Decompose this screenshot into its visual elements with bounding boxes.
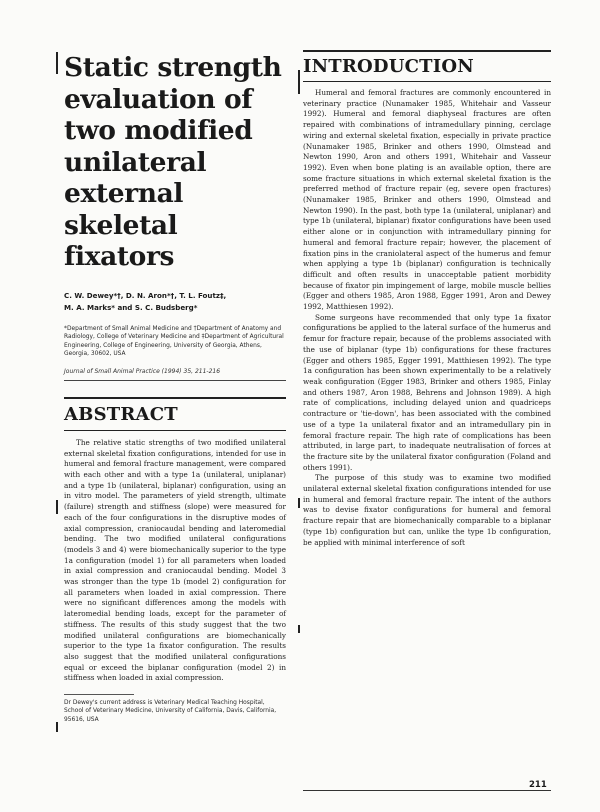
margin-mark: [56, 52, 58, 74]
introduction-heading: INTRODUCTION: [303, 56, 474, 77]
author-line: M. A. Marks* and S. C. Budsberg*: [64, 303, 198, 312]
left-column: [64, 50, 286, 724]
paragraph: Humeral and femoral fractures are commonly encountered in veterinary practice (Nunamaker 1985, Whitehair and Vasseur 1992). Humeral and femoral diaphyseal fractures are often repaired with combinations of intramedullary pinning, cerclage wiring and external skeletal fixation, especially in private practice (Nunamaker 1985, Brinker and others 1990, Olmstead and Newton 1990, Aron and others 1991, Whitehair and Vasseur 1992). Even when bone plating is an available option, there are some fracture situations in which external skeletal fixation is the preferred method of fracture repair (eg, severe open fractures) (Nunamaker 1985, Brinker and others 1990, Olmstead and Newton 1990). In the past, both type 1a (unilateral, uniplanar) and type 1b (unilateral, biplanar) fixator configurations have been used either alone or in conjunction with intramedullary pinning for humeral and femoral fracture repair; however, the placement of fixation pins in the craniolateral aspect of the humerus and femur when applying a type 1b (biplanar) configuration is technically difficult and often results in unacceptable patient morbidity because of fixator pin impingement of large, mobile muscle bellies (Egger and others 1985, Aron 1988, Egger 1991, Aron and Dewey 1992, Matthiesen 1992).: [303, 88, 551, 312]
journal-reference: Journal of Small Animal Practice (1994) 35, 211-216: [64, 367, 221, 375]
author-list: [64, 290, 286, 315]
margin-mark: [298, 70, 300, 94]
divider: [303, 50, 551, 52]
divider: [64, 397, 286, 399]
margin-mark: [298, 498, 300, 508]
paragraph: The purpose of this study was to examine two modified unilateral external skeletal fixation configurations intended for use in humeral and femoral fracture repair. The intent of the authors was to devise fixator configurations for humeral and femoral fracture repair that are biomechanically comparable to a biplanar (type 1b) configuration but can, unlike the type 1b configuration, be applied with minimal interference of soft: [303, 473, 551, 547]
author-line: C. W. Dewey*†, D. N. Aron*†, T. L. Foutz‡,: [64, 290, 227, 300]
page-number: 211: [529, 780, 547, 790]
abstract-text: The relative static strengths of two modified unilateral external skeletal fixation configurations, intended for use in humeral and femoral fracture management, were compared with each other and with a type 1a (unilateral, uniplanar) and a type 1b (unilateral, biplanar) configuration, using an in vitro model. The parameters of yield strength, ultimate (failure) strength and stiffness (slope) were measured for each of the four configurations in the disruptive modes of axial compression, craniocaudal bending and lateromedial bending. The two modified unilateral configurations (models 3 and 4) were biomechanically superior to the type 1a configuration (model 1) for all parameters when loaded in axial compression and craniocaudal bending. Model 3 was stronger than the type 1b (model 2) configuration for all parameters when loaded in axial compression. There were no significant differences among the models with lateromedial bending loads, except for the parameter of stiffness. The results of this study suggest that the two modified unilateral configurations are biomechanically superior to the type 1a fixator configuration. The results also suggest that the modified unilateral configurations equal or exceed the biplanar configuration (model 2) in stiffness when loaded in axial compression.: [64, 437, 286, 683]
divider: [303, 790, 551, 791]
footnote: Dr Dewey's current address is Veterinary Medical Teaching Hospital, School of Veterinary Medicine, University of California, Davis, California, 95616, USA: [64, 700, 277, 723]
paragraph: Some surgeons have recommended that only type 1a fixator configurations be applied to the lateral surface of the humerus and femur for fracture repair, because of the problems associated with the use of biplanar (type 1b) configurations for these fractures (Egger and others 1985, Egger 1991, Matthiesen 1992). The type 1a configuration has been shown experimentally to be a relatively weak configuration (Egger 1983, Brinker and others 1985, Finlay and others 1987, Aron 1988, Behrens and Johnson 1989). A high rate of complications, including delayed union and quadriceps contracture or 'tie-down', has been associated with the combined use of a type 1a unilateral fixator and an intramedullary pin in femoral fracture repair. The high rate of complications has been attributed, in large part, to inadequate neutralisation of forces at the fracture site by the unilateral fixator configuration (Foland and others 1991).: [303, 312, 551, 472]
margin-mark: [56, 500, 58, 514]
right-column: [303, 50, 551, 548]
divider: [64, 380, 286, 381]
margin-mark: [298, 625, 300, 633]
divider: [303, 81, 551, 82]
affiliation: *Department of Small Animal Medicine and †Department of Anatomy and Radiology, College of Veterinary Medicine and ‡Department of Agricultural Engineering, College of Engineering, University of Georgia, Athens, Georgia, 30602, USA: [64, 325, 284, 358]
divider: [64, 694, 134, 695]
abstract-heading: ABSTRACT: [64, 403, 178, 425]
divider: [64, 430, 286, 431]
margin-mark: [56, 722, 58, 732]
article-title: Static strength evaluation of two modified unilateral external skeletal fixators: [64, 52, 282, 272]
